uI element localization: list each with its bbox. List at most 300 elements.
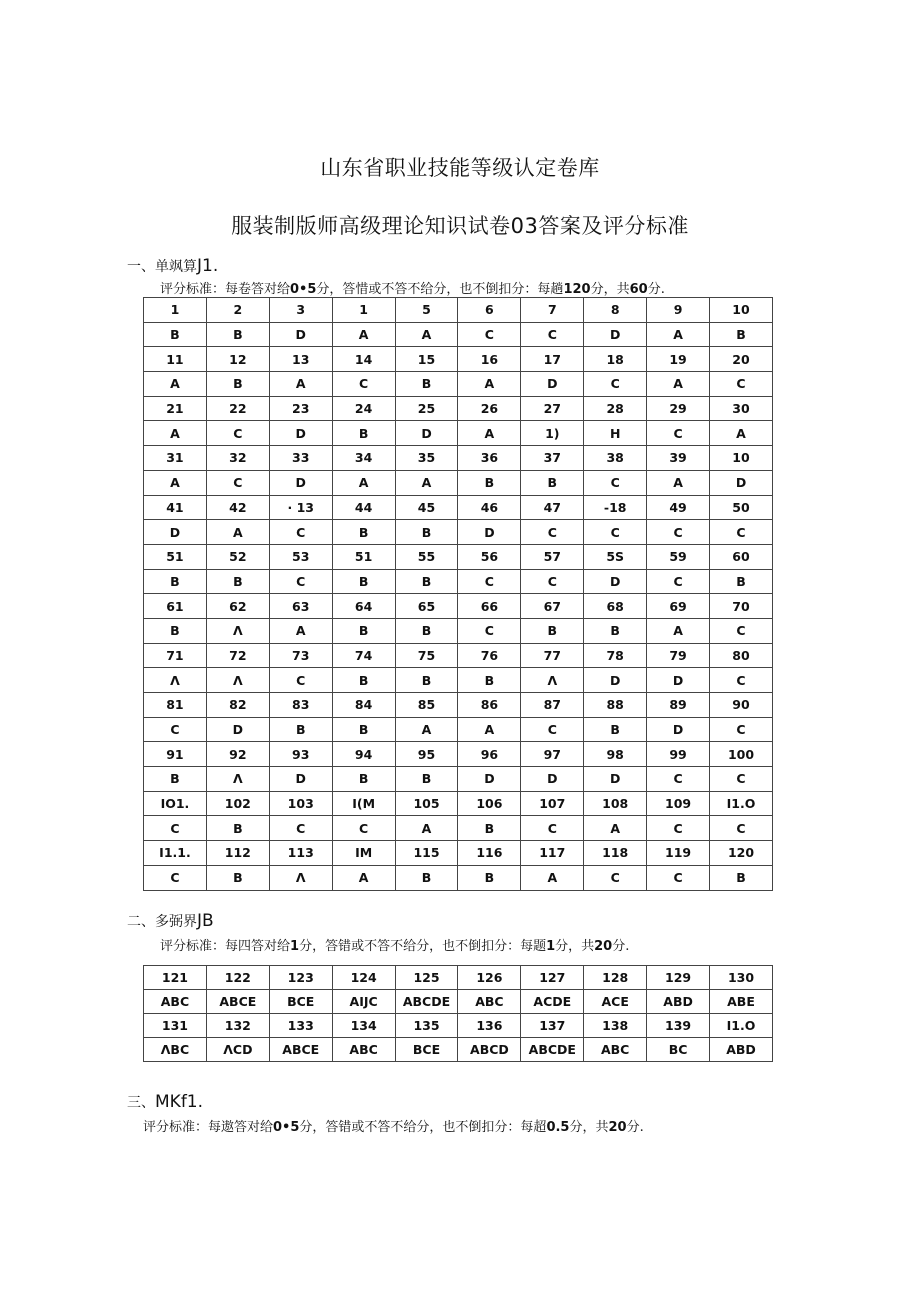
answer-cell: B bbox=[395, 767, 458, 792]
answer-cell: C bbox=[332, 816, 395, 841]
answer-cell: A bbox=[395, 816, 458, 841]
answer-cell: A bbox=[521, 865, 584, 890]
answer-cell: Λ bbox=[144, 668, 207, 693]
answer-cell: C bbox=[647, 767, 710, 792]
note-value: 1 bbox=[546, 939, 556, 954]
answer-cell: C bbox=[584, 520, 647, 545]
answer-cell: C bbox=[647, 569, 710, 594]
question-number-cell: 135 bbox=[395, 1014, 458, 1038]
question-number-cell: 74 bbox=[332, 643, 395, 668]
question-number-cell: 31 bbox=[144, 446, 207, 471]
question-number-cell: 78 bbox=[584, 643, 647, 668]
section3-heading bbox=[127, 1092, 203, 1112]
answer-cell: ABE bbox=[710, 990, 773, 1014]
answer-row bbox=[144, 421, 773, 446]
answer-cell: B bbox=[395, 865, 458, 890]
question-number-row bbox=[144, 742, 773, 767]
answer-cell: A bbox=[458, 717, 521, 742]
answer-cell: C bbox=[521, 569, 584, 594]
question-number-cell: 26 bbox=[458, 396, 521, 421]
answer-cell: ABC bbox=[458, 990, 521, 1014]
answer-cell: B bbox=[269, 717, 332, 742]
answer-cell: A bbox=[395, 717, 458, 742]
question-number-cell: 69 bbox=[647, 594, 710, 619]
question-number-cell: 44 bbox=[332, 495, 395, 520]
answer-cell: D bbox=[584, 322, 647, 347]
note-text: 分，答惜或不答不给分，也不倒扣分：每趟 bbox=[316, 282, 564, 297]
answer-cell: D bbox=[144, 520, 207, 545]
answer-cell: B bbox=[521, 618, 584, 643]
answer-cell: C bbox=[710, 372, 773, 397]
note-text: 分，共 bbox=[555, 939, 595, 954]
question-number-cell: 42 bbox=[206, 495, 269, 520]
question-number-cell: 36 bbox=[458, 446, 521, 471]
answer-cell: C bbox=[710, 816, 773, 841]
answer-cell: D bbox=[647, 717, 710, 742]
answer-cell: B bbox=[206, 865, 269, 890]
answer-cell: C bbox=[521, 520, 584, 545]
answer-cell: ABCE bbox=[206, 990, 269, 1014]
question-number-cell: 13 bbox=[269, 347, 332, 372]
answer-cell: C bbox=[332, 372, 395, 397]
question-number-cell: 83 bbox=[269, 693, 332, 718]
answer-cell: B bbox=[206, 816, 269, 841]
answer-cell: ABC bbox=[144, 990, 207, 1014]
answer-cell: C bbox=[144, 816, 207, 841]
answer-cell: C bbox=[710, 767, 773, 792]
answer-cell: B bbox=[332, 421, 395, 446]
note-text: 分，答错或不答不给分，也不倒扣分：每题 bbox=[299, 939, 547, 954]
question-number-cell: 130 bbox=[710, 966, 773, 990]
question-number-row bbox=[144, 446, 773, 471]
question-number-cell: 67 bbox=[521, 594, 584, 619]
question-number-cell: 53 bbox=[269, 544, 332, 569]
answer-cell: C bbox=[647, 421, 710, 446]
answer-cell: B bbox=[144, 618, 207, 643]
question-number-cell: 95 bbox=[395, 742, 458, 767]
note-value: 120 bbox=[563, 282, 591, 297]
question-number-cell: 87 bbox=[521, 693, 584, 718]
question-number-cell: 73 bbox=[269, 643, 332, 668]
answer-cell: B bbox=[584, 717, 647, 742]
answer-cell: ACDE bbox=[521, 990, 584, 1014]
question-number-cell: 10 bbox=[710, 298, 773, 323]
answer-row bbox=[144, 618, 773, 643]
question-number-cell: 14 bbox=[332, 347, 395, 372]
question-number-row bbox=[144, 1014, 773, 1038]
answer-cell: A bbox=[144, 421, 207, 446]
question-number-cell: 106 bbox=[458, 791, 521, 816]
answer-cell: ABCDE bbox=[521, 1038, 584, 1062]
answer-cell: B bbox=[144, 322, 207, 347]
question-number-cell: 127 bbox=[521, 966, 584, 990]
question-number-cell: 82 bbox=[206, 693, 269, 718]
note-value: 0.5 bbox=[546, 1120, 570, 1135]
answer-cell: C bbox=[206, 421, 269, 446]
question-number-cell: 70 bbox=[710, 594, 773, 619]
answer-cell: ABCDE bbox=[395, 990, 458, 1014]
question-number-cell: 71 bbox=[144, 643, 207, 668]
section3-suffix: MKf1. bbox=[155, 1092, 204, 1112]
answer-cell: D bbox=[269, 767, 332, 792]
single-choice-answer-table bbox=[143, 297, 773, 891]
answer-cell: B bbox=[710, 865, 773, 890]
question-number-cell: 133 bbox=[269, 1014, 332, 1038]
question-number-cell: 1 bbox=[332, 298, 395, 323]
answer-cell: ABC bbox=[584, 1038, 647, 1062]
answer-row bbox=[144, 372, 773, 397]
answer-cell: B bbox=[332, 520, 395, 545]
question-number-cell: 5S bbox=[584, 544, 647, 569]
question-number-cell: 91 bbox=[144, 742, 207, 767]
question-number-cell: 9 bbox=[647, 298, 710, 323]
question-number-row bbox=[144, 791, 773, 816]
answer-cell: C bbox=[521, 717, 584, 742]
question-number-row bbox=[144, 594, 773, 619]
answer-cell: H bbox=[584, 421, 647, 446]
answer-cell: A bbox=[269, 618, 332, 643]
note-text: 分，共 bbox=[569, 1120, 609, 1135]
answer-cell: C bbox=[206, 470, 269, 495]
section1-scoring-note bbox=[160, 278, 665, 297]
question-number-cell: 23 bbox=[269, 396, 332, 421]
question-number-cell: 122 bbox=[206, 966, 269, 990]
answer-cell: ABD bbox=[710, 1038, 773, 1062]
question-number-cell: 79 bbox=[647, 643, 710, 668]
question-number-cell: 102 bbox=[206, 791, 269, 816]
question-number-cell: 64 bbox=[332, 594, 395, 619]
answer-cell: A bbox=[710, 421, 773, 446]
question-number-cell: 35 bbox=[395, 446, 458, 471]
question-number-cell: 25 bbox=[395, 396, 458, 421]
answer-cell: C bbox=[584, 372, 647, 397]
question-number-cell: 33 bbox=[269, 446, 332, 471]
question-number-cell: 117 bbox=[521, 841, 584, 866]
answer-cell: B bbox=[332, 668, 395, 693]
question-number-cell: 2 bbox=[206, 298, 269, 323]
answer-cell: B bbox=[395, 372, 458, 397]
question-number-cell: I1.1. bbox=[144, 841, 207, 866]
answer-cell: A bbox=[647, 618, 710, 643]
question-number-cell: 84 bbox=[332, 693, 395, 718]
answer-cell: B bbox=[144, 569, 207, 594]
question-number-cell: 96 bbox=[458, 742, 521, 767]
note-value: 1 bbox=[290, 939, 300, 954]
question-number-cell: 109 bbox=[647, 791, 710, 816]
answer-cell: C bbox=[710, 668, 773, 693]
answer-cell: B bbox=[521, 470, 584, 495]
answer-cell: B bbox=[710, 569, 773, 594]
answer-cell: B bbox=[332, 767, 395, 792]
answer-cell: C bbox=[647, 520, 710, 545]
question-number-row bbox=[144, 495, 773, 520]
answer-cell: A bbox=[584, 816, 647, 841]
answer-row bbox=[144, 668, 773, 693]
note-value: 0•5 bbox=[273, 1120, 300, 1135]
answer-cell: ΛBC bbox=[144, 1038, 207, 1062]
answer-cell: B bbox=[206, 569, 269, 594]
question-number-cell: 28 bbox=[584, 396, 647, 421]
question-number-cell: 94 bbox=[332, 742, 395, 767]
question-number-cell: 17 bbox=[521, 347, 584, 372]
answer-row bbox=[144, 569, 773, 594]
answer-cell: C bbox=[269, 520, 332, 545]
question-number-cell: 138 bbox=[584, 1014, 647, 1038]
question-number-cell: 98 bbox=[584, 742, 647, 767]
question-number-cell: 62 bbox=[206, 594, 269, 619]
question-number-cell: 37 bbox=[521, 446, 584, 471]
question-number-cell: 22 bbox=[206, 396, 269, 421]
answer-cell: D bbox=[710, 470, 773, 495]
question-number-cell: 116 bbox=[458, 841, 521, 866]
answer-cell: D bbox=[206, 717, 269, 742]
answer-cell: A bbox=[395, 322, 458, 347]
question-number-cell: 90 bbox=[710, 693, 773, 718]
answer-cell: D bbox=[584, 668, 647, 693]
question-number-cell: 52 bbox=[206, 544, 269, 569]
answer-cell: BC bbox=[647, 1038, 710, 1062]
note-text: 评分标准：每四答对给 bbox=[160, 939, 291, 954]
question-number-cell: 97 bbox=[521, 742, 584, 767]
question-number-cell: 41 bbox=[144, 495, 207, 520]
question-number-cell: 72 bbox=[206, 643, 269, 668]
answer-cell: ABC bbox=[332, 1038, 395, 1062]
section3-prefix: 三、 bbox=[127, 1095, 155, 1111]
answer-cell: C bbox=[710, 717, 773, 742]
question-number-cell: 32 bbox=[206, 446, 269, 471]
question-number-cell: 137 bbox=[521, 1014, 584, 1038]
answer-cell: 1) bbox=[521, 421, 584, 446]
question-number-cell: 136 bbox=[458, 1014, 521, 1038]
multiple-choice-answer-table bbox=[143, 965, 773, 1062]
section1-prefix: 一、单飒算 bbox=[127, 259, 197, 275]
note-text: 分. bbox=[647, 282, 665, 297]
question-number-cell: -18 bbox=[584, 495, 647, 520]
question-number-cell: 55 bbox=[395, 544, 458, 569]
answer-cell: B bbox=[332, 569, 395, 594]
answer-cell: B bbox=[332, 618, 395, 643]
answer-row bbox=[144, 865, 773, 890]
question-number-cell: 57 bbox=[521, 544, 584, 569]
section2-heading bbox=[127, 911, 214, 931]
question-number-cell: 39 bbox=[647, 446, 710, 471]
answer-cell: D bbox=[269, 322, 332, 347]
answer-cell: B bbox=[458, 816, 521, 841]
question-number-row bbox=[144, 298, 773, 323]
section2-prefix: 二、多弼界 bbox=[127, 914, 197, 930]
answer-cell: C bbox=[584, 865, 647, 890]
question-number-cell: 80 bbox=[710, 643, 773, 668]
answer-row bbox=[144, 322, 773, 347]
question-number-cell: 63 bbox=[269, 594, 332, 619]
page-subtitle: 服装制版师高级理论知识试卷03答案及评分标准 bbox=[231, 214, 689, 238]
question-number-cell: 49 bbox=[647, 495, 710, 520]
answer-cell: B bbox=[395, 569, 458, 594]
section1-suffix: J1. bbox=[197, 256, 219, 276]
answer-cell: D bbox=[584, 569, 647, 594]
question-number-cell: 108 bbox=[584, 791, 647, 816]
answer-cell: A bbox=[332, 865, 395, 890]
question-number-row bbox=[144, 643, 773, 668]
answer-cell: C bbox=[647, 865, 710, 890]
question-number-cell: I(M bbox=[332, 791, 395, 816]
question-number-cell: 60 bbox=[710, 544, 773, 569]
question-number-row bbox=[144, 966, 773, 990]
answer-row bbox=[144, 990, 773, 1014]
question-number-cell: 120 bbox=[710, 841, 773, 866]
note-value: 20 bbox=[608, 1120, 627, 1135]
question-number-cell: 30 bbox=[710, 396, 773, 421]
answer-cell: BCE bbox=[395, 1038, 458, 1062]
question-number-cell: 125 bbox=[395, 966, 458, 990]
question-number-cell: 1 bbox=[144, 298, 207, 323]
question-number-cell: 93 bbox=[269, 742, 332, 767]
answer-cell: ABCD bbox=[458, 1038, 521, 1062]
answer-cell: D bbox=[521, 372, 584, 397]
question-number-cell: 105 bbox=[395, 791, 458, 816]
question-number-cell: 46 bbox=[458, 495, 521, 520]
answer-cell: D bbox=[458, 520, 521, 545]
answer-cell: D bbox=[458, 767, 521, 792]
question-number-cell: 129 bbox=[647, 966, 710, 990]
question-number-cell: 88 bbox=[584, 693, 647, 718]
question-number-cell: 66 bbox=[458, 594, 521, 619]
answer-cell: B bbox=[710, 322, 773, 347]
question-number-row bbox=[144, 396, 773, 421]
question-number-row bbox=[144, 693, 773, 718]
answer-cell: A bbox=[332, 322, 395, 347]
question-number-cell: 16 bbox=[458, 347, 521, 372]
answer-cell: A bbox=[647, 322, 710, 347]
answer-cell: B bbox=[584, 618, 647, 643]
answer-cell: C bbox=[458, 618, 521, 643]
question-number-cell: 47 bbox=[521, 495, 584, 520]
question-number-cell: 8 bbox=[584, 298, 647, 323]
question-number-cell: 134 bbox=[332, 1014, 395, 1038]
question-number-cell: 77 bbox=[521, 643, 584, 668]
question-number-cell: 7 bbox=[521, 298, 584, 323]
page-title: 山东省职业技能等级认定卷库 bbox=[320, 156, 600, 180]
answer-cell: D bbox=[269, 470, 332, 495]
answer-cell: C bbox=[647, 816, 710, 841]
note-text: 评分标准：每卷答对给 bbox=[160, 282, 291, 297]
question-number-cell: 100 bbox=[710, 742, 773, 767]
note-value: 0•5 bbox=[290, 282, 317, 297]
question-number-cell: 89 bbox=[647, 693, 710, 718]
answer-cell: C bbox=[269, 569, 332, 594]
answer-cell: B bbox=[395, 520, 458, 545]
question-number-cell: 139 bbox=[647, 1014, 710, 1038]
note-text: 分. bbox=[612, 939, 630, 954]
question-number-cell: 99 bbox=[647, 742, 710, 767]
answer-cell: C bbox=[584, 470, 647, 495]
question-number-cell: 27 bbox=[521, 396, 584, 421]
question-number-cell: 51 bbox=[332, 544, 395, 569]
answer-cell: Λ bbox=[521, 668, 584, 693]
question-number-cell: 18 bbox=[584, 347, 647, 372]
answer-cell: B bbox=[144, 767, 207, 792]
question-number-cell: 86 bbox=[458, 693, 521, 718]
question-number-cell: 124 bbox=[332, 966, 395, 990]
answer-cell: ΛCD bbox=[206, 1038, 269, 1062]
answer-row bbox=[144, 767, 773, 792]
answer-cell: C bbox=[710, 618, 773, 643]
question-number-cell: 38 bbox=[584, 446, 647, 471]
question-number-cell: 24 bbox=[332, 396, 395, 421]
answer-row bbox=[144, 520, 773, 545]
answer-cell: A bbox=[144, 470, 207, 495]
note-text: 分，答错或不答不给分，也不倒扣分：每超 bbox=[299, 1120, 547, 1135]
answer-cell: B bbox=[458, 865, 521, 890]
answer-cell: C bbox=[710, 520, 773, 545]
answer-cell: BCE bbox=[269, 990, 332, 1014]
answer-cell: C bbox=[269, 816, 332, 841]
answer-cell: D bbox=[584, 767, 647, 792]
answer-cell: C bbox=[269, 668, 332, 693]
answer-row bbox=[144, 1038, 773, 1062]
answer-cell: A bbox=[647, 372, 710, 397]
note-value: 60 bbox=[629, 282, 648, 297]
question-number-cell: 119 bbox=[647, 841, 710, 866]
question-number-cell: 131 bbox=[144, 1014, 207, 1038]
answer-cell: A bbox=[647, 470, 710, 495]
answer-cell: C bbox=[144, 865, 207, 890]
question-number-cell: 20 bbox=[710, 347, 773, 372]
answer-cell: A bbox=[144, 372, 207, 397]
question-number-cell: 126 bbox=[458, 966, 521, 990]
section3-scoring-note bbox=[143, 1116, 644, 1135]
question-number-cell: 59 bbox=[647, 544, 710, 569]
answer-cell: B bbox=[395, 668, 458, 693]
question-number-cell: 34 bbox=[332, 446, 395, 471]
answer-cell: A bbox=[395, 470, 458, 495]
question-number-row bbox=[144, 841, 773, 866]
question-number-cell: · 13 bbox=[269, 495, 332, 520]
answer-cell: C bbox=[458, 322, 521, 347]
answer-row bbox=[144, 717, 773, 742]
answer-cell: Λ bbox=[206, 618, 269, 643]
answer-cell: ACE bbox=[584, 990, 647, 1014]
answer-cell: A bbox=[458, 421, 521, 446]
question-number-cell: 85 bbox=[395, 693, 458, 718]
question-number-cell: 118 bbox=[584, 841, 647, 866]
answer-cell: A bbox=[269, 372, 332, 397]
note-value: 20 bbox=[594, 939, 613, 954]
question-number-cell: 51 bbox=[144, 544, 207, 569]
question-number-cell: IM bbox=[332, 841, 395, 866]
question-number-cell: 112 bbox=[206, 841, 269, 866]
question-number-cell: 3 bbox=[269, 298, 332, 323]
question-number-cell: 15 bbox=[395, 347, 458, 372]
answer-cell: C bbox=[144, 717, 207, 742]
answer-cell: B bbox=[395, 618, 458, 643]
question-number-cell: IO1. bbox=[144, 791, 207, 816]
answer-cell: D bbox=[647, 668, 710, 693]
question-number-cell: 61 bbox=[144, 594, 207, 619]
question-number-cell: 21 bbox=[144, 396, 207, 421]
answer-cell: ABCE bbox=[269, 1038, 332, 1062]
answer-cell: C bbox=[521, 322, 584, 347]
question-number-cell: I1.O bbox=[710, 791, 773, 816]
question-number-cell: 132 bbox=[206, 1014, 269, 1038]
question-number-cell: 121 bbox=[144, 966, 207, 990]
section1-heading bbox=[127, 256, 218, 276]
question-number-cell: 12 bbox=[206, 347, 269, 372]
question-number-cell: 107 bbox=[521, 791, 584, 816]
question-number-cell: 128 bbox=[584, 966, 647, 990]
answer-cell: B bbox=[206, 322, 269, 347]
answer-cell: Λ bbox=[206, 668, 269, 693]
